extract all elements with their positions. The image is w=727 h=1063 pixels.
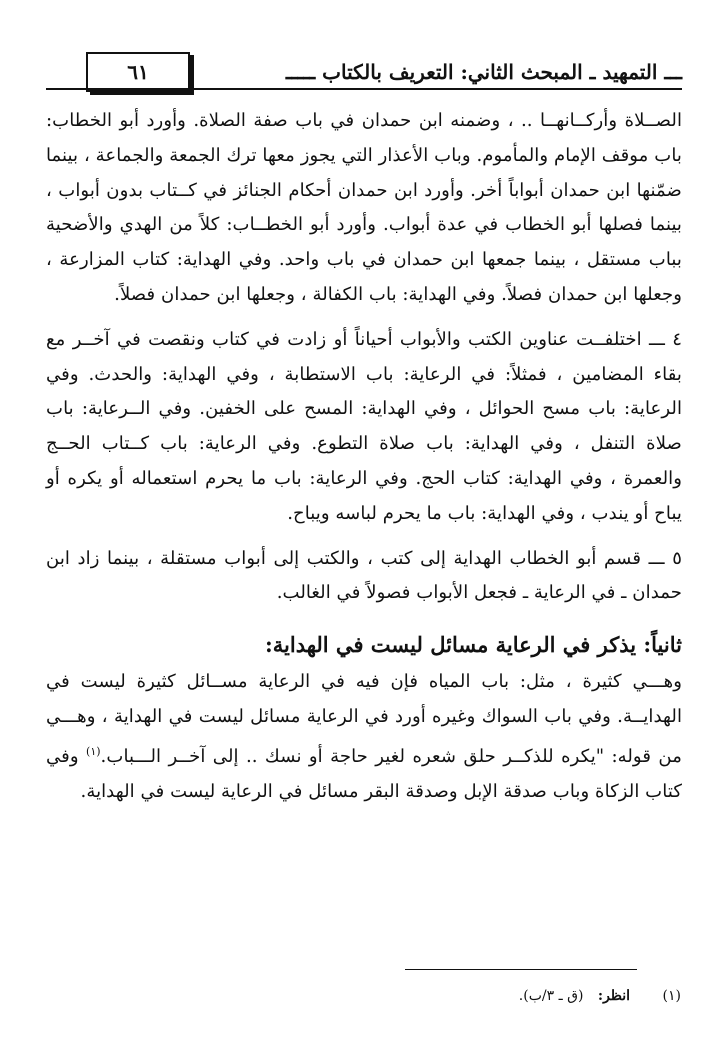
section-heading: ثانياً: يذكر في الرعاية مسائل ليست في الهداية: — [265, 632, 682, 658]
running-header — [46, 56, 682, 90]
paragraph-3: ٥ ـــ قسم أبو الخطاب الهداية إلى كتب ، والكتب إلى أبواب مستقلة ، بينما زاد ابن حمدان ـ في الرعاية ـ فجعل الأبواب فصولاً في الغالب. — [46, 547, 682, 604]
page-number: ٦١ — [86, 52, 190, 92]
footnote-text: (ق ـ ٣/ب). — [518, 988, 584, 1004]
section-text-continued: وفي كتاب الزكاة وباب صدقة الإبل وصدقة البقر مسائل في الرعاية ليست في الهداية. — [46, 745, 682, 802]
footnote-reference: (١) — [86, 744, 101, 758]
footnote — [45, 986, 681, 1006]
paragraph-1: الصــلاة وأركــانهــا .. ، وضمنه ابن حمدان في باب صفة الصلاة. وأورد أبو الخطاب: باب موقف الإمام والمأموم. وباب الأعذار التي يجوز معها ترك الجمعة والجماعة ، بينما ضمّنها ابن حمدان أبواباً أخر. وأورد ابن حمدان أحكام الجنائز في كــتاب بدون أبواب ، بينما فصلها أبو الخطاب في عدة أبواب. وأورد أبو الخطــاب: كلاً من الهدي والأضحية بباب مستقل ، بينما جمعها ابن حمدان في باب واحد. وفي الهداية: كتاب المزارعة ، وجعلها ابن حمدان فصلاً. وفي الهداية: باب الكفالة ، وجعلها ابن حمدان فصلاً. — [46, 110, 682, 305]
page-body — [46, 104, 682, 809]
footnote-divider — [405, 969, 637, 970]
section-paragraph — [46, 665, 682, 809]
section-text: وهـــي كثيرة ، مثل: باب المياه فإن فيه في الرعاية مســائل كثيرة ليست في الهدايــة. وفي باب السواك وغيره أورد في الرعاية مسائل ليست في الهداية ، وهـــي من قوله: "يكره للذكــر حلق شعره لغير حاجة أو نسك .. إلى آخــر الـــباب. — [46, 671, 682, 767]
header-title: ـــ التمهيد ـ المبحث الثاني: التعريف بالكتاب ـــــ — [285, 60, 682, 84]
header-rule — [46, 88, 682, 90]
footnote-label: انظر: — [597, 988, 631, 1004]
paragraph-2: ٤ ـــ اختلفــت عناوين الكتب والأبواب أحياناً أو زادت في كتاب ونقصت في آخــر مع بقاء المضامين ، فمثلاً: في الرعاية: باب الاستطابة ، وفي الهداية: والحدث. وفي الرعاية: باب مسح الحوائل ، وفي الهداية: المسح على الخفين. وفي الــرعاية: باب صلاة التنفل ، وفي الهداية: باب صلاة التطوع. وفي الرعاية: باب كــتاب الحــج والعمرة ، وفي الهداية: كتاب الحج. وفي الرعاية: باب ما يحرم استعماله أو يكره أو يباح أو يندب ، وفي الهداية: باب ما يحرم لباسه ويباح. — [46, 328, 682, 524]
footnote-mark: (١) — [662, 988, 681, 1004]
